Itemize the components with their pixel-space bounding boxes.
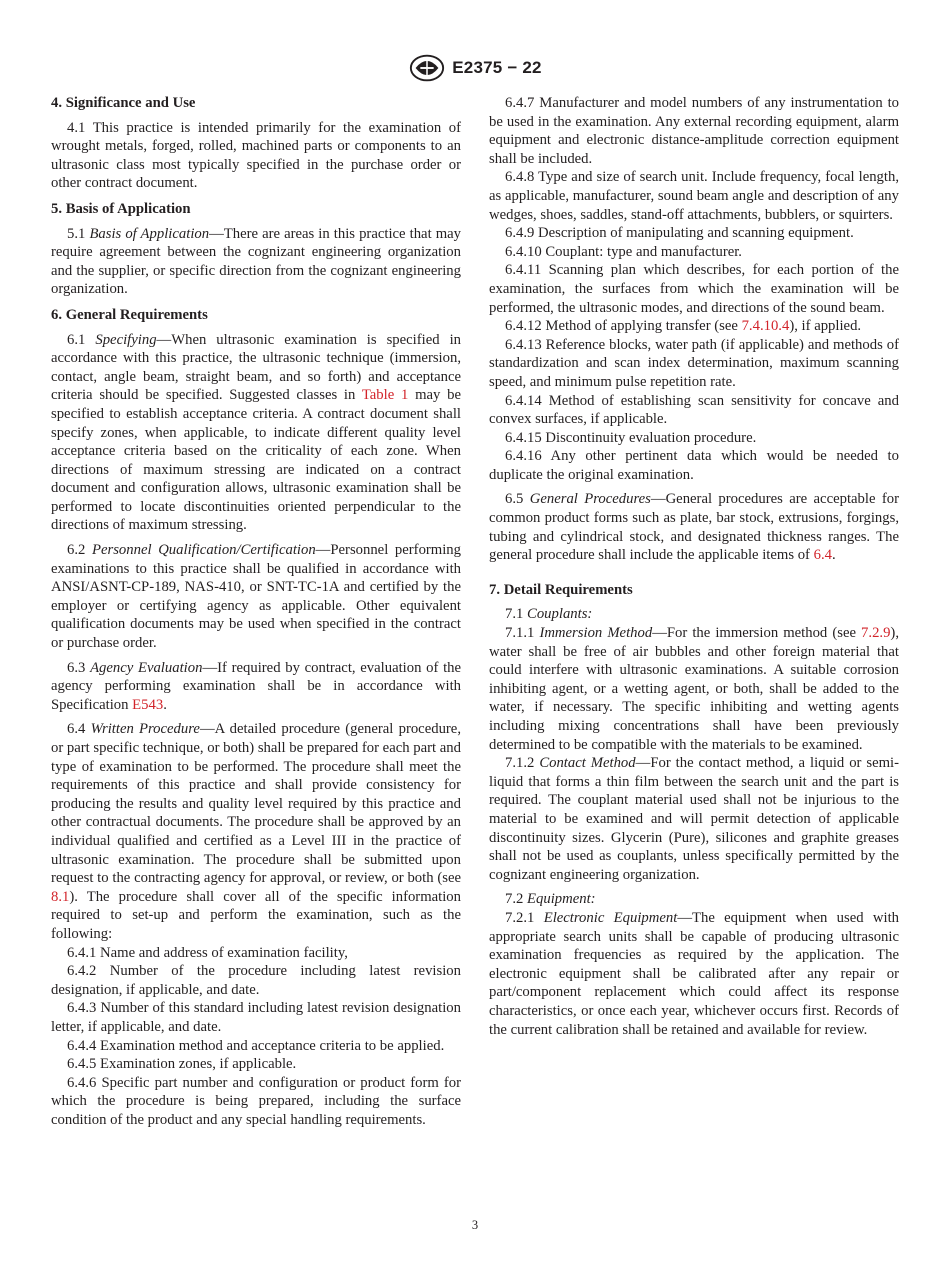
paragraph-7-1: 7.1 Couplants:: [505, 606, 593, 623]
paragraph-6-3: 6.3 Agency Evaluation—If required by contract, evaluation of the agency performing examination shall be in accordance with Specification E543.: [51, 659, 462, 713]
paragraph-5-1: 5.1 Basis of Application—There are areas in this practice that may require agreement between the cognizant engineering organization and the supplier, or specific direction from the cognizant engineering organization.: [51, 225, 461, 298]
paragraph-6-4-8: 6.4.8 Type and size of search unit. Include frequency, focal length, as applicable, manufacturer, sound beam angle and description of any wedges, shoes, saddles, stand-off attachments, bubblers, or squirters.: [489, 169, 899, 223]
paragraph-6-4-16: 6.4.16 Any other pertinent data which would be needed to duplicate the original examination.: [489, 448, 899, 483]
paragraph-6-1: 6.1 Specifying—When ultrasonic examination is specified in accordance with this practice, the ultrasonic technique (immersion, contact, angle beam, straight beam, and so forth) and acceptance criteria should be specified. Suggested classes in Table 1 may be specified to establish acceptance criteria. A contract document shall specify zones, when applicable, to indicate different quality level acceptance criteria based on the criticality of each zone. When directions of maximum stressing are indicated on a contract document and configuration allows, ultrasonic examination shall be performed to locate discontinuities oriented perpendicular to the directions of maximum stressing.: [51, 331, 462, 534]
table-1-link[interactable]: Table 1: [361, 387, 409, 404]
astm-logo-icon: [408, 53, 446, 83]
paragraph-6-4-12: 6.4.12 Method of applying transfer (see 7.4.10.4), if applied.: [505, 318, 862, 335]
section-8-1-link[interactable]: 8.1: [51, 888, 70, 905]
section-6-heading: 6. General Requirements: [51, 306, 208, 323]
paragraph-6-4-7: 6.4.7 Manufacturer and model numbers of any instrumentation to be used in the examination. Any external recording equipment, alarm equipment and electronic distance-amplitude correction equipment shall be included.: [489, 95, 899, 167]
page-header: [0, 52, 950, 84]
paragraph-6-4: 6.4 Written Procedure—A detailed procedure (general procedure, or part specific technique, or both) shall be prepared for each part and type of examination to be performed. The procedure shall meet the requirements of this practice and shall provide consistency for producing the results and quality level required by this practice and other contractual documents. The procedure shall be approved by an individual qualified and certified as a Level III in the practice of ultrasonic examination. The procedure shall be submitted upon request to the contracting agency for approval, or review, or both (see 8.1). The procedure shall cover all of the specific information required to set-up and perform the examination, such as the following:: [51, 721, 461, 942]
section-7-4-10-4-link[interactable]: 7.4.10.4: [741, 318, 790, 335]
paragraph-7-1-1: 7.1.1 Immersion Method—For the immersion method (see 7.2.9), water shall be free of air bubbles and other foreign material that could interfere with ultrasonic examinations. A suitable corrosion inhibiting agent, or a wetting agent, or both, shall be added to the water, if necessary. The specific inhibiting and wetting agents including mixing concentrations shall have been previously determined to be compatible with the materials to be examined.: [489, 625, 899, 753]
paragraph-6-4-14: 6.4.14 Method of establishing scan sensitivity for concave and convex surfaces, if applicable.: [489, 392, 899, 428]
paragraph-6-4-11: 6.4.11 Scanning plan which describes, for each portion of the examination, the surfaces from which the examination will be performed, the ultrasonic modes, and directions of the sound beam.: [489, 262, 899, 316]
paragraph-6-4-4: 6.4.4 Examination method and acceptance criteria to be applied.: [67, 1037, 445, 1054]
section-7-heading: 7. Detail Requirements: [489, 581, 633, 598]
paragraph-4-1: 4.1 This practice is intended primarily for the examination of wrought metals, forged, rolled, machined parts or components to an ultrasonic class most typically specified in the purchase order or other contract document.: [51, 119, 461, 192]
paragraph-6-4-2: 6.4.2 Number of the procedure including latest revision designation, if applicable, and date.: [51, 963, 461, 998]
section-7-2-9-link[interactable]: 7.2.9: [861, 625, 891, 642]
section-5-heading: 5. Basis of Application: [51, 200, 191, 217]
paragraph-6-5: 6.5 General Procedures—General procedures are acceptable for common product forms such as plate, bar stock, extrusions, forgings, tubing and cylindrical stock, and designated thickness ranges. The general procedure shall include the applicable items of 6.4.: [489, 491, 900, 564]
paragraph-7-2-1: 7.2.1 Electronic Equipment—The equipment when used with appropriate search units shall be capable of producing ultrasonic examination frequencies as required by the application. The electronic equipment shall be calibrated after any repair or part/component replacement which could affect its response characteristics, or once each year, whichever occurs first. Records of the current calibration shall be retained and available for review.: [489, 909, 900, 1038]
left-column: [51, 94, 461, 1129]
page-number: 3: [471, 1218, 479, 1232]
paragraph-6-4-15: 6.4.15 Discontinuity evaluation procedure.: [505, 429, 757, 446]
paragraph-6-4-3: 6.4.3 Number of this standard including latest revision designation letter, if applicable, and date.: [51, 1000, 461, 1035]
paragraph-7-2: 7.2 Equipment:: [505, 891, 596, 908]
paragraph-6-4-10: 6.4.10 Couplant: type and manufacturer.: [505, 243, 742, 260]
paragraph-6-2: 6.2 Personnel Qualification/Certification—Personnel performing examinations to this practice shall be qualified in accordance with ANSI/ASNT-CP-189, NAS-410, or SNT-TC-1A and certified by the employer or certifying agency as applicable. Other equivalent qualification documents may be used when specified in the contract or purchase order.: [51, 542, 461, 652]
paragraph-6-4-9: 6.4.9 Description of manipulating and scanning equipment.: [505, 225, 854, 242]
e543-link[interactable]: E543: [132, 696, 164, 713]
section-6-4-link[interactable]: 6.4: [813, 547, 832, 564]
standard-designation: E2375 − 22: [452, 58, 542, 77]
paragraph-6-4-6: 6.4.6 Specific part number and configuration or product form for which the procedure is being prepared, including the surface condition of the product and any special handling requirements.: [51, 1074, 461, 1128]
paragraph-6-4-5: 6.4.5 Examination zones, if applicable.: [67, 1056, 297, 1073]
paragraph-6-4-13: 6.4.13 Reference blocks, water path (if applicable) and methods of standardization and scan index determination, maximum scanning speed, and minimum pulse repetition rate.: [489, 336, 899, 390]
right-column: [489, 94, 899, 1039]
paragraph-7-1-2: 7.1.2 Contact Method—For the contact method, a liquid or semi-liquid that forms a thin film between the search unit and the part is required. The couplant material used shall not be injurious to the material to be examined and will permit detection of applicable discontinuity sizes. Glycerin (Pure), silicones and graphite greases shall not be used as couplants, unless specifically permitted by the cognizant engineering organization.: [489, 755, 900, 883]
paragraph-6-4-1: 6.4.1 Name and address of examination facility,: [67, 944, 348, 961]
section-4-heading: 4. Significance and Use: [51, 95, 196, 111]
